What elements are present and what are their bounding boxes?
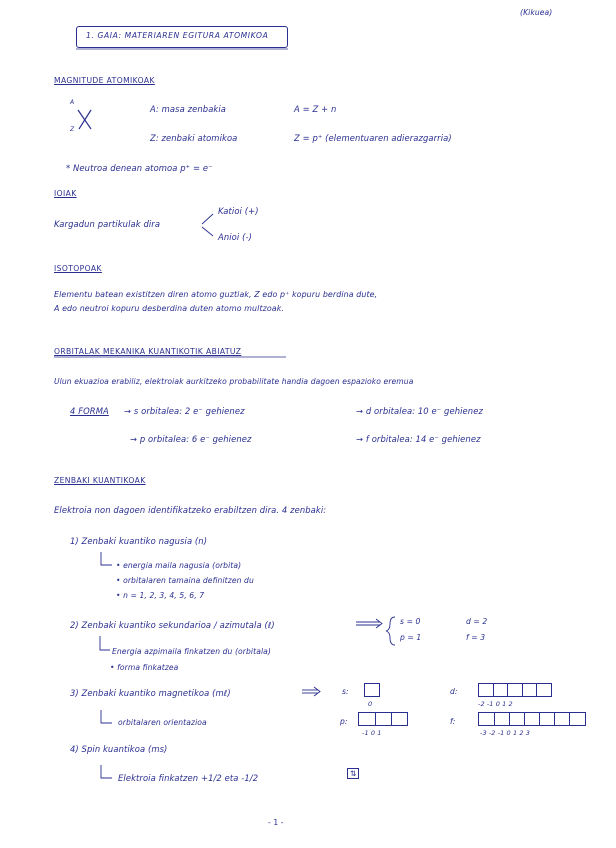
katioi-label: Katioi (+) xyxy=(218,206,259,216)
page-title: 1. GAIA: MATERIAREN EGITURA ATOMIKOA xyxy=(86,31,269,40)
isotopoak-line2: A edo neutroi kopuru desberdina duten atomo multzoak. xyxy=(54,304,285,313)
n1-bullet1: • energia maila nagusia (orbita) xyxy=(116,561,242,570)
ml-d-box xyxy=(478,683,552,697)
ioiak-text: Kargadun partikulak dira xyxy=(54,219,161,229)
ml-d-label: d: xyxy=(450,687,458,696)
ml-f-box xyxy=(478,712,586,726)
n1-title: 1) Zenbaki kuantiko nagusia (n) xyxy=(70,536,208,546)
atomic-number-label: Z: zenbaki atomikoa xyxy=(150,133,238,143)
heading-ioiak: IOIAK xyxy=(54,189,77,198)
n2-f-value: f = 3 xyxy=(466,633,486,642)
n2-title: 2) Zenbaki kuantiko sekundarioa / azimutala (ℓ) xyxy=(70,620,275,630)
ml-f-values: -3 -2 -1 0 1 2 3 xyxy=(480,729,530,737)
n3-title: 3) Zenbaki kuantiko magnetikoa (mℓ) xyxy=(70,688,231,698)
mass-number-formula: A = Z + n xyxy=(294,104,337,114)
symbol-atomic-number: Z xyxy=(70,126,75,133)
heading-isotopoak: ISOTOPOAK xyxy=(54,264,102,273)
orbital-p: → p orbitalea: 6 e⁻ gehienez xyxy=(130,434,252,444)
orbital-s: → s orbitalea: 2 e⁻ gehienez xyxy=(124,406,245,416)
n4-title: 4) Spin kuantikoa (ms) xyxy=(70,744,168,754)
ml-s-label: s: xyxy=(342,687,349,696)
isotopoak-line1: Elementu batean existitzen diren atomo guztiak, Z edo p⁺ kopuru berdina dute, xyxy=(54,290,378,299)
n1-bullet3: • n = 1, 2, 3, 4, 5, 6, 7 xyxy=(116,591,205,600)
heading-orbitalak: ORBITALAK MEKANIKA KUANTIKOTIK ABIATUZ xyxy=(54,347,242,356)
n1-bullet2: • orbitalaren tamaina definitzen du xyxy=(116,576,254,585)
n2-bullet1: Energia azpimaila finkatzen du (orbitala) xyxy=(112,647,271,656)
n2-bullet2: • forma finkatzea xyxy=(110,663,179,672)
n2-d-value: d = 2 xyxy=(466,617,488,626)
ml-p-box xyxy=(358,712,408,726)
anioi-label: Anioi (-) xyxy=(218,232,252,242)
ml-s-values: 0 xyxy=(368,700,373,708)
heading-zenbakiak: ZENBAKI KUANTIKOAK xyxy=(54,476,146,485)
zenbakiak-intro: Elektroia non dagoen identifikatzeko erabiltzen dira. 4 zenbaki: xyxy=(54,505,327,515)
corner-note: (Kikuea) xyxy=(520,8,553,17)
orbital-d: → d orbitalea: 10 e⁻ gehienez xyxy=(356,406,483,416)
n3-bullet1: orbitalaren orientazioa xyxy=(118,718,207,727)
ml-f-label: f: xyxy=(450,717,456,726)
atomic-number-formula: Z = p⁺ (elementuaren adierazgarria) xyxy=(294,133,452,143)
orbitalak-intro: Ulun ekuazioa erabiliz, elektroiak aurkitzeko probabilitate handia dagoen espazioko eremua xyxy=(54,377,414,386)
symbol-mass-number: A xyxy=(70,99,75,106)
forma-label: 4 FORMA xyxy=(70,406,109,416)
n4-bullet1: Elektroia finkatzen +1/2 eta -1/2 xyxy=(118,773,259,783)
ml-d-values: -2 -1 0 1 2 xyxy=(478,700,513,708)
orbital-f: → f orbitalea: 14 e⁻ gehienez xyxy=(356,434,481,444)
neutral-atom-note: * Neutroa denean atomoa p⁺ = e⁻ xyxy=(66,163,213,173)
page-number: - 1 - xyxy=(268,818,284,827)
spin-box: ⇅ xyxy=(347,768,359,779)
mass-number-label: A: masa zenbakia xyxy=(150,104,227,114)
n2-s-value: s = 0 xyxy=(400,617,421,626)
ml-s-box xyxy=(364,683,380,697)
heading-magnitudeak: MAGNITUDE ATOMIKOAK xyxy=(54,76,155,85)
ml-p-label: p: xyxy=(340,717,348,726)
ml-p-values: -1 0 1 xyxy=(362,729,382,737)
n2-p-value: p = 1 xyxy=(400,633,422,642)
